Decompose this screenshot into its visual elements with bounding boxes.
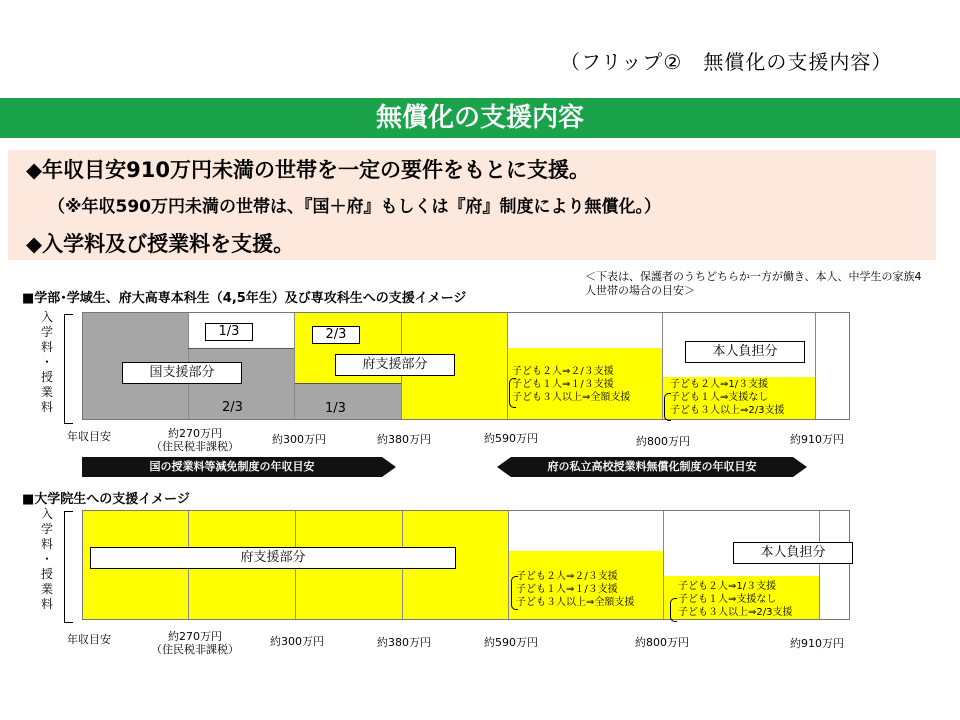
band1-line: 子ども３人以上⇒全額支援 [512,392,631,403]
gridline [294,313,295,419]
section1-y-bracket [64,314,73,424]
summary-line-2: （※年収590万円未満の世帯は、『国＋府』もしくは『府』制度により無償化。） [48,197,662,217]
frac-270-bottom: 2/3 [222,400,243,415]
gridline [508,511,509,619]
band2-text-2 [678,580,792,619]
note-line-2: 人世帯の場合の目安＞ [585,284,695,297]
fu-support-label: 府支援部分 [335,354,455,376]
gridline [295,383,401,384]
tick-label: 約800万円 [636,435,690,448]
section2-y-bracket [64,511,73,623]
tick-270-main: 約270万円 [168,630,222,643]
bar-300-gray [295,384,401,419]
summary-box [8,150,936,260]
band2-line: 子ども２人⇒1/３支援 [670,379,769,390]
gridline [662,313,663,419]
summary-line-3: ◆入学料及び授業料を支援。 [26,232,295,256]
gridline [188,348,294,349]
band2-line: 子ども１人⇒支援なし [670,392,769,403]
tick-270-sub: （住民税非課税） [151,440,239,453]
tick-label: 約910万円 [790,433,844,446]
gridline [663,511,664,619]
band2-line: 子ども３人以上⇒2/3支援 [678,607,793,618]
section1-y-label [40,310,54,415]
band1-text [512,365,630,404]
arrow-national-label: 国の授業料等減免制度の年収目安 [149,460,315,473]
tick-label-270-2 [150,630,240,656]
tick-label: 約800万円 [635,636,689,649]
frac-300-top: 2/3 [312,326,360,344]
kuni-support-label: 国支援部分 [122,362,242,384]
arrow-prefecture-label: 府の私立高校授業料無償化制度の年収目安 [547,460,757,473]
tick-label: 約380万円 [377,636,431,649]
summary-line-1: ◆年収目安910万円未満の世帯を一定の要件をもとに支援。 [26,158,590,182]
band2-line: 子ども３人以上⇒2/3支援 [670,405,785,416]
section1-note [585,270,922,298]
tick-label: 年収目安 [67,430,111,443]
band2-line: 子ども２人⇒1/３支援 [678,581,777,592]
gridline [819,511,820,619]
frac-270-top: 1/3 [205,323,253,341]
tick-label: 年収目安 [67,633,111,646]
gridline [507,313,508,419]
band1-line: 子ども２人⇒２/３支援 [516,571,618,582]
tick-label: 約910万円 [790,637,844,650]
section1-y-label-text: 入 学 料 ・ 授 業 料 [40,310,53,414]
page-title: 無償化の支援内容 [0,98,960,138]
note-line-1: ＜下表は、保護者のうちどちらか一方が働き、本人、中学生の家族4 [585,270,922,283]
tick-270-main: 約270万円 [168,427,222,440]
section2-y-label-text: 入 学 料 ・ 授 業 料 [40,507,53,611]
honnin-label-2: 本人負担分 [733,542,853,564]
band1-line: 子ども３人以上⇒全額支援 [516,597,635,608]
tick-270-sub: （住民税非課税） [151,643,239,656]
band1-text-2 [516,570,634,609]
tick-label: 約380万円 [377,433,431,446]
honnin-label: 本人負担分 [685,341,805,363]
flip-label: （フリップ② 無償化の支援内容） [560,50,893,74]
fu-support-label-2: 府支援部分 [90,547,456,569]
tick-label: 約300万円 [272,433,326,446]
band2-text [670,378,784,417]
band1-line: 子ども１人⇒１/３支援 [512,379,614,390]
band1-line: 子ども２人⇒２/３支援 [512,366,614,377]
band1-line: 子ども１人⇒１/３支援 [516,584,618,595]
section1-title: ■学部･学域生、府大高専本科生（4,5年生）及び専攻科生への支援イメージ [22,291,467,306]
band2-bracket-2 [670,598,677,622]
frac-300-bottom: 1/3 [325,401,346,416]
band2-line: 子ども１人⇒支援なし [678,594,777,605]
tick-label-270 [150,427,240,453]
tick-label: 約590万円 [484,432,538,445]
section2-title: ■大学院生への支援イメージ [22,492,190,507]
gridline [815,313,816,419]
tick-label: 約300万円 [270,635,324,648]
tick-label: 約590万円 [484,636,538,649]
section2-y-label [40,507,54,612]
